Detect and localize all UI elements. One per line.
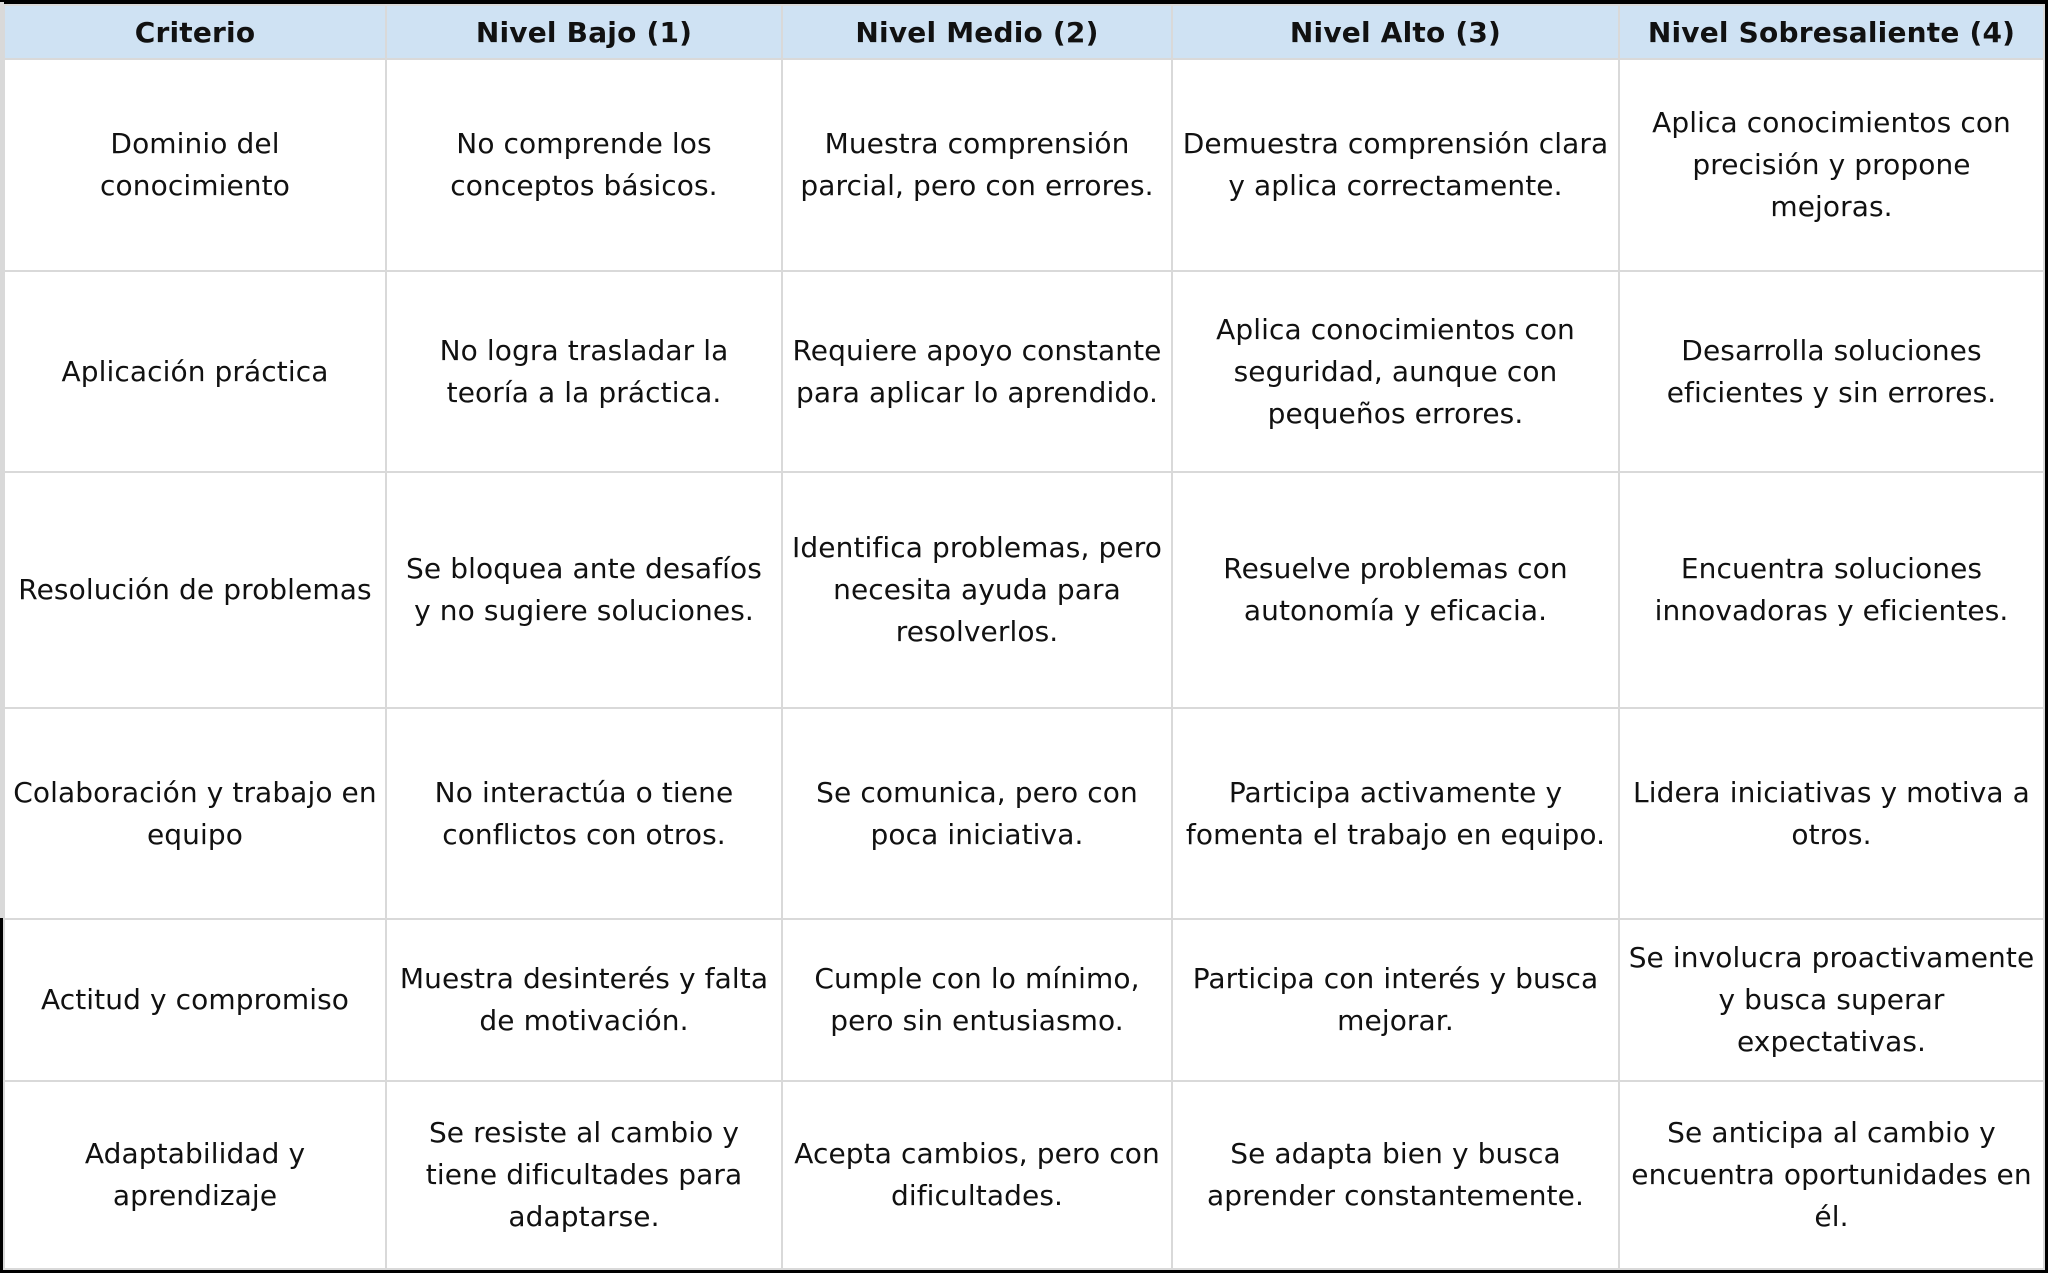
level-cell-sobresaliente: Se anticipa al cambio y encuentra oportunidades en él. — [1619, 1081, 2044, 1269]
criterion-cell: Aplicación práctica — [4, 271, 386, 472]
table-row — [4, 59, 2044, 271]
level-cell-sobresaliente: Lidera iniciativas y motiva a otros. — [1619, 708, 2044, 919]
level-cell-alto: Demuestra comprensión clara y aplica correctamente. — [1172, 59, 1619, 271]
criterion-cell: Colaboración y trabajo en equipo — [4, 708, 386, 919]
level-cell-medio: Se comunica, pero con poca iniciativa. — [782, 708, 1172, 919]
level-cell-bajo: No comprende los conceptos básicos. — [386, 59, 782, 271]
table-row — [4, 708, 2044, 919]
criterion-cell: Actitud y compromiso — [4, 919, 386, 1081]
level-cell-alto: Resuelve problemas con autonomía y eficacia. — [1172, 472, 1619, 708]
level-cell-bajo: Muestra desinterés y falta de motivación. — [386, 919, 782, 1081]
level-cell-medio: Cumple con lo mínimo, pero sin entusiasmo. — [782, 919, 1172, 1081]
table-row — [4, 919, 2044, 1081]
table-row — [4, 1081, 2044, 1269]
table-row — [4, 271, 2044, 472]
level-cell-sobresaliente: Desarrolla soluciones eficientes y sin errores. — [1619, 271, 2044, 472]
header-nivel-bajo: Nivel Bajo (1) — [386, 5, 782, 59]
level-cell-medio: Acepta cambios, pero con dificultades. — [782, 1081, 1172, 1269]
level-cell-medio: Requiere apoyo constante para aplicar lo aprendido. — [782, 271, 1172, 472]
header-nivel-sobresaliente: Nivel Sobresaliente (4) — [1619, 5, 2044, 59]
level-cell-bajo: Se resiste al cambio y tiene dificultades para adaptarse. — [386, 1081, 782, 1269]
header-row — [4, 5, 2044, 59]
level-cell-medio: Muestra comprensión parcial, pero con errores. — [782, 59, 1172, 271]
criterion-cell: Resolución de problemas — [4, 472, 386, 708]
header-nivel-alto: Nivel Alto (3) — [1172, 5, 1619, 59]
level-cell-bajo: No interactúa o tiene conflictos con otros. — [386, 708, 782, 919]
level-cell-sobresaliente: Aplica conocimientos con precisión y propone mejoras. — [1619, 59, 2044, 271]
header-criterio: Criterio — [4, 5, 386, 59]
rubric-table — [3, 4, 2045, 1270]
level-cell-bajo: No logra trasladar la teoría a la práctica. — [386, 271, 782, 472]
header-nivel-medio: Nivel Medio (2) — [782, 5, 1172, 59]
level-cell-sobresaliente: Se involucra proactivamente y busca superar expectativas. — [1619, 919, 2044, 1081]
level-cell-alto: Participa con interés y busca mejorar. — [1172, 919, 1619, 1081]
level-cell-medio: Identifica problemas, pero necesita ayuda para resolverlos. — [782, 472, 1172, 708]
criterion-cell: Dominio del conocimiento — [4, 59, 386, 271]
level-cell-sobresaliente: Encuentra soluciones innovadoras y eficientes. — [1619, 472, 2044, 708]
level-cell-alto: Participa activamente y fomenta el trabajo en equipo. — [1172, 708, 1619, 919]
level-cell-alto: Aplica conocimientos con seguridad, aunque con pequeños errores. — [1172, 271, 1619, 472]
table-row — [4, 472, 2044, 708]
level-cell-bajo: Se bloquea ante desafíos y no sugiere soluciones. — [386, 472, 782, 708]
level-cell-alto: Se adapta bien y busca aprender constantemente. — [1172, 1081, 1619, 1269]
criterion-cell: Adaptabilidad y aprendizaje — [4, 1081, 386, 1269]
